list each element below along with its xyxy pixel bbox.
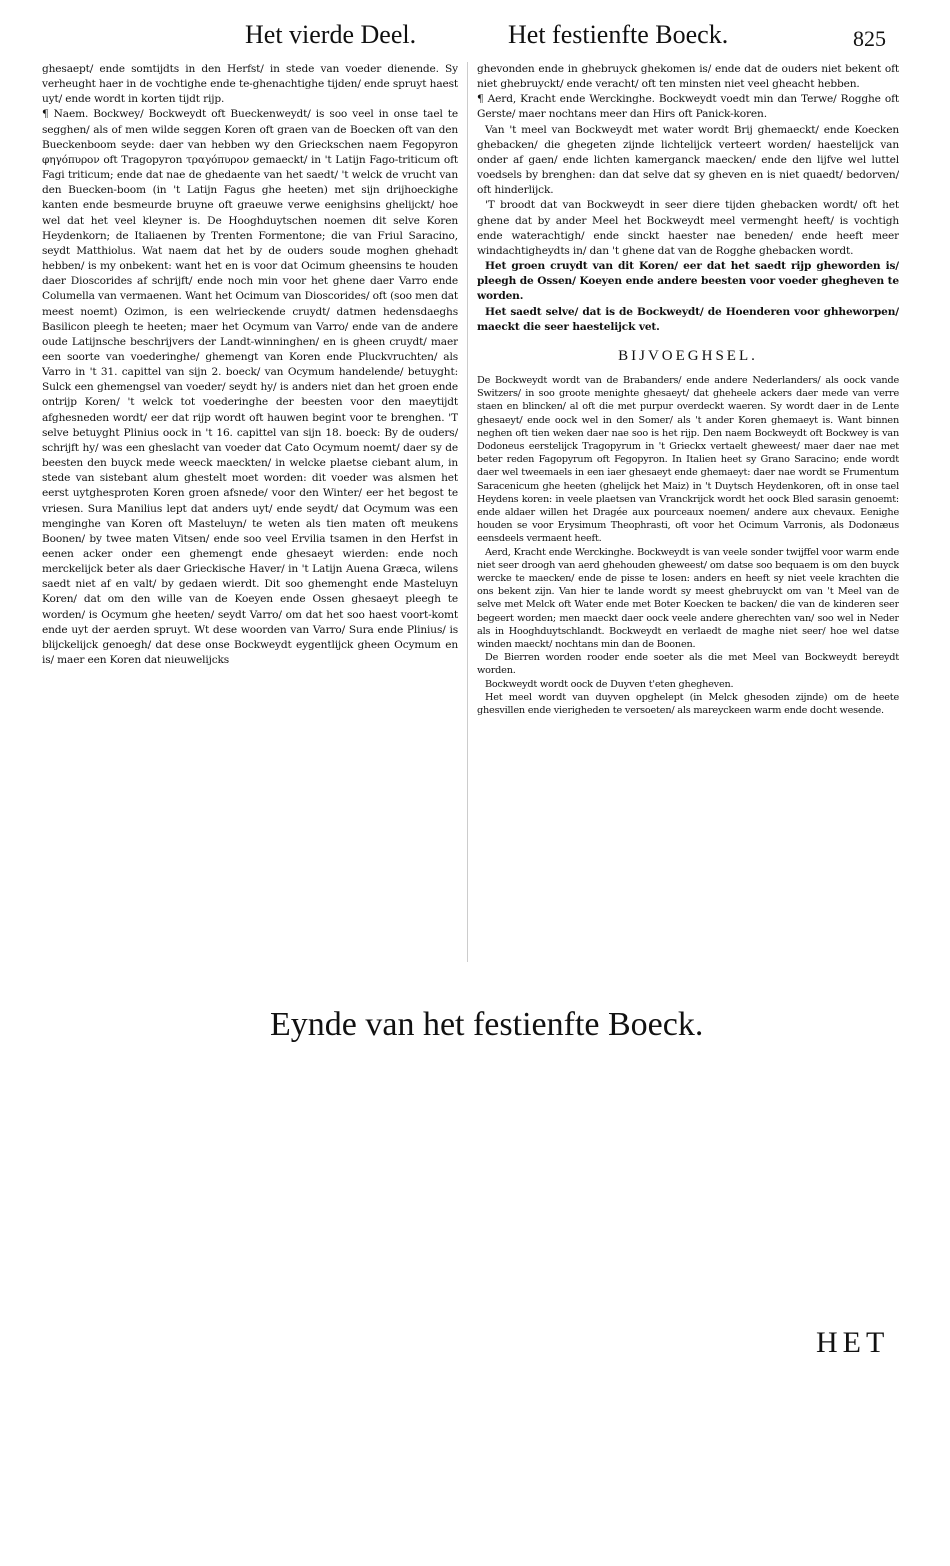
left-paragraph: ¶ Naem. Bockwey/ Bockweydt oft Bueckenweydt/ is soo veel in onse tael te segghen/ als of men wilde seggen Koren oft graen van de Boecken oft van den Bueckenboom seyde: daer van hebben wy den Grieckschen naem Fegopyron φηγόπυρον oft Tragopyron τραγόπυρον gemaeckt/ in 't Latijn Fago-triticum oft Fagi triticum; ende dat nae de ghedaente van het saedt/ 't welck de vrucht van den Buecken-boom (in 't Latijn Fagus ghe heeten) met sijn drijhoeckighe kanten ende besmeurde bruyne oft graeuwe verwe eenighsins ghelijckt/ hoe wel dat het veel kleyner is. De Hooghduytschen noemen dit selve Koren Heydenkorn; de Italiaenen by Trenten Formentone; die van Friul Saracino, seydt Matthiolus. Wat naem dat het by de ouders soude moghen ghehadt hebben/ is my onbekent: want het en is voor dat Ocimum gheensins te houden daer Dioscorides af schrijft/ ende noch min voor het ghene daer Varro ende Columella van vermaenen. Want het Ocimum van Dioscorides/ oft (soo men dat meest noemt) Ozimon, is een welrieckende cruydt/ datmen hedensdaeghs Basilicon pleegh te heeten; maer het Ocymum van Varro/ ende van de andere oude Latijnsche beschrijvers der Landt-winninghen/ en is gheen cruydt/ maer een soorte van voederinghe/ ghemengt van Koren ende Pluckvruchten/ als Varro in 't 31. capittel van sijn 2. boeck/ van Ocymum handelende/ betuyght: Sulck een ghemengsel van voeder/ seydt hy/ is anders niet dan het groen ende ontrijp Koren/ 't welck tot voederinghe der beesten voor den maeytijdt afghesneden wordt/ eer dat rijp wordt oft hauwen begint voor te brenghen. 'T selve betuyght Plinius oock in 't 16. capittel van sijn 18. boeck: By de ouders/ schrijft hy/ was een gheslacht van voeder dat Cato Ocymum noemt/ daer sy de beesten den buyck mede weeck maeckten/ in welcke plaetse ciebant alum, in stede van sistebant alum ghestelt moet worden: dit voeder was alsmen het eerst uytghesproten Koren groen afsnede/ voor den Winter/ eer het begost te vriesen. Sura Manilius lept dat anders uyt/ ende seydt/ dat Ocymum was een menginghe van Koren oft Masteluyn/ te weten als tien maten oft meukens Boonen/ by twee maten Vitsen/ ende soo veel Ervilia tsamen in den Herfst in eenen acker onder een ghemengt ende ghesaeyt wierden: ende noch merckelijck beter als daer Grieckische Haver/ in 't Latijn Auena Græca, wilens saedt niet af en valt/ by gedaen wierdt. Dit soo ghemenght ende Masteluyn Koren/ dat om den wille van de Koeyen ende Ossen ghesaeyt pleegh te worden/ is Ocymum ghe heeten/ seydt Varro/ om dat het soo haest voort-komt ende uyt der aerden spruyt. Wt dese woorden van Varro/ Sura ende Plinius/ is blijckelijck genoegh/ dat dese onse Bockweydt eygentlijck gheen Ocymum en is/ maer een Koren dat nieuwelijcks	[42, 108, 458, 667]
page-number: 825	[853, 26, 886, 51]
left-column	[42, 62, 458, 972]
column-divider	[467, 62, 468, 962]
supplement-paragraph: Bockweydt wordt oock de Duyven t'eten ghegheven.	[485, 678, 734, 690]
supplement-paragraph: De Bierren worden rooder ende soeter als die met Meel van Bockweydt bereydt worden.	[477, 652, 899, 677]
right-paragraph: ghevonden ende in ghebruyck ghekomen is/ ende dat de ouders niet bekent oft niet ghebruyckt/ ende veracht/ oft ten minsten niet veel gheacht hebben.	[477, 63, 899, 91]
right-paragraph: Van 't meel van Bockweydt met water wordt Brij ghemaeckt/ ende Koecken ghebacken/ die ghegeten zijnde lichtelijck verteert worden/ haestelijck van onder af gaen/ ende lichten kamerganck maecken/ ende den lijfve wel luttel voedsels by brenghen: dan dat selve dat sy gheven en is niet quaedt/ bedorven/ oft hinderlijck.	[477, 123, 899, 197]
running-head-right: Het festienfte Boeck.	[508, 20, 729, 49]
supplement-section	[477, 374, 899, 717]
right-column	[477, 62, 899, 972]
right-paragraph: Het groen cruydt van dit Koren/ eer dat het saedt rijp gheworden is/ pleegh de Ossen/ Koeyen ende andere beesten voor voeder ghegheven te worden.	[477, 260, 899, 303]
running-head-left: Het vierde Deel.	[245, 20, 417, 49]
catchword: HET	[816, 1326, 890, 1359]
section-title: BIJVOEGHSEL.	[618, 347, 758, 364]
supplement-paragraph: De Bockweydt wordt van de Brabanders/ ende andere Nederlanders/ als oock vande Switzers/ in soo groote menighte ghesaeyt/ dat gheheele ackers daer mede van verre staen en blincken/ al oft die met purpur overdeckt waeren. Sy wordt daer in de Lente ghesaeyt/ ende oock wel in den Somer/ als 't ander Koren ghemaeyt is. Want binnen neghen oft tien weken daer nae soo is het rijp. Den naem Bockweydt oft Bockwey is van Dodoneus eerstelijck Tragopyrum in 't Grieckx vertaelt gheweest/ maer daer nae met beter reden Fagopyrum oft Fegopyron. In Italien heet sy Grano Saracino; ende wordt daer wel tweemaels in een iaer ghesaeyt ende ghemaeyt: daer nae wordt se Frumentum Saracenicum ghe heeten (ghelijck het Maiz) in 't Duytsch Heydenkoren, oft in onse tael Heydens koren: in veele plaetsen van Vranckrijck wordt het oock Bled sarasin genoemt: ende aldaer willen het Dragée aux pourceaux noemen/ andere aux chevaux. Eenighe houden se voor Erysimum Theophrasti, oft voor het Ocimum Varronis, als Dodonæus eensdeels vermaent heeft.	[477, 374, 899, 545]
book-end-title: Eynde van het festienfte Boeck.	[270, 1006, 704, 1043]
right-paragraph: ¶ Aerd, Kracht ende Werckinghe. Bockweydt voedt min dan Terwe/ Rogghe oft Gerste/ maer nochtans meer dan Hirs oft Panick-koren.	[477, 93, 899, 121]
right-paragraph: 'T broodt dat van Bockweydt in seer diere tijden ghebacken wordt/ oft het ghene dat by ander Meel het Bockweydt meel vermenght heeft/ is vochtigh ende waterachtigh/ ende sinckt haester nae beneden/ ende heeft meer windachtigheydts in/ dan 't ghene dat van de Rogghe ghebacken wordt.	[477, 199, 899, 257]
left-paragraph: ghesaept/ ende somtijdts in den Herfst/ in stede van voeder dienende. Sy verheught haer in de vochtighe ende te-ghenachtighe tijden/ ende spruyt haest uyt/ ende wordt in korten tijdt rijp.	[42, 63, 458, 106]
supplement-paragraph: Aerd, Kracht ende Werckinghe. Bockweydt is van veele sonder twijffel voor warm ende niet seer droogh van aerd ghehouden gheweest/ om datse soo bequaem is om den buyck wercke te maecken/ ende de pisse te losen: anders en heeft sy niet veele krachten die ons bekent zijn. Van hier te lande wordt sy meest ghebruyckt om van 't Meel van de selve met Melck oft Water ende met Boter Koecken te backen/ die van de kinderen seer begeert worden; men maeckt daer oock veele andere gherechten van/ soo wel in Neder als in Hooghduytschlandt. Bockweydt en verlaedt de maghe niet seer/ hoe wel datse winden maeckt/ nochtans min dan de Boonen.	[477, 546, 899, 651]
supplement-paragraph: Het meel wordt van duyven opghelept (in Melck ghesoden zijnde) om de heete ghesvillen ende vierigheden te versoeten/ als mareyckeen warm ende docht wesende.	[477, 691, 899, 717]
right-paragraph: Het saedt selve/ dat is de Bockweydt/ de Hoenderen voor ghheworpen/ maeckt die seer haestelijck vet.	[477, 305, 899, 333]
